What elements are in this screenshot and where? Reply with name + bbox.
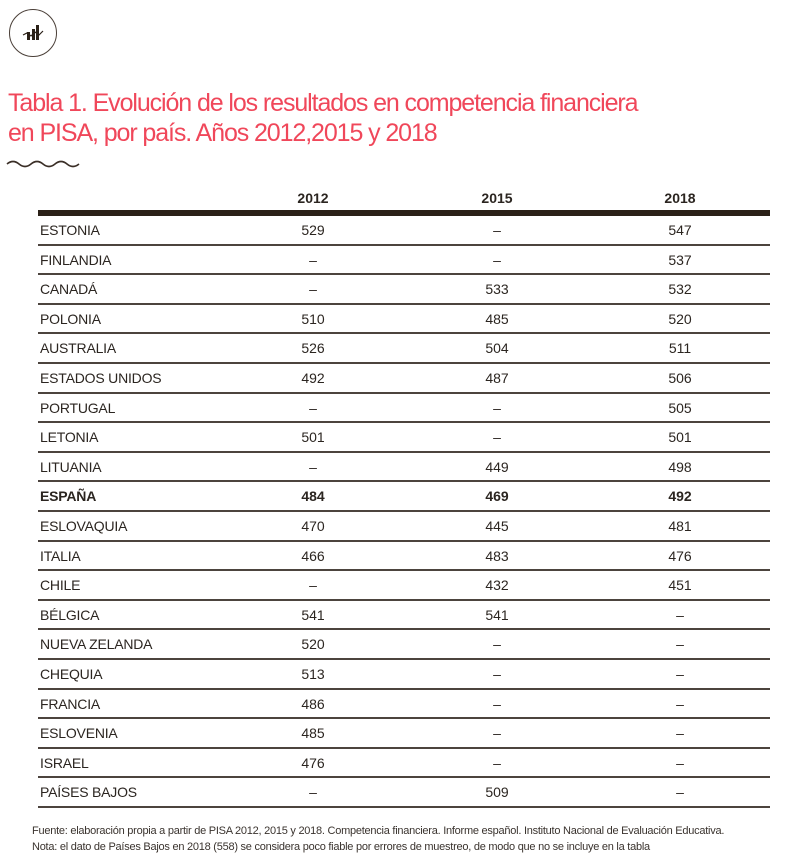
cell-2012: – (309, 281, 317, 298)
wave-divider (6, 158, 84, 170)
cell-2018: 547 (668, 222, 692, 238)
results-table (38, 186, 770, 808)
cell-2015: – (493, 399, 501, 416)
table-row (38, 601, 770, 631)
row-country: AUSTRALIA (40, 340, 116, 357)
cell-2018: 501 (668, 429, 692, 446)
table-row (38, 719, 770, 749)
table-body (38, 216, 770, 808)
table-row (38, 334, 770, 364)
cell-2015: 445 (485, 517, 509, 534)
row-country: ESTADOS UNIDOS (40, 369, 162, 386)
table-header (38, 186, 770, 210)
title-line-1: Tabla 1. Evolución de los resultados en competencia financiera (8, 89, 638, 117)
cell-2018: – (676, 695, 684, 712)
column-header-2015: 2015 (481, 190, 513, 206)
cell-2018: 476 (668, 547, 692, 564)
cell-2015: 487 (485, 369, 509, 386)
table-row (38, 690, 770, 720)
logo-badge (9, 9, 57, 57)
cell-2012: 513 (301, 665, 325, 682)
cell-2012: 529 (301, 222, 325, 238)
cell-2015: 541 (485, 606, 509, 623)
cell-2012: 484 (301, 488, 325, 505)
cell-2018: – (676, 665, 684, 682)
cell-2018: – (676, 636, 684, 653)
cell-2018: – (676, 754, 684, 771)
cell-2015: – (493, 665, 501, 682)
table-row (38, 453, 770, 483)
cell-2015: – (493, 754, 501, 771)
table-row (38, 778, 770, 808)
cell-2012: 466 (301, 547, 325, 564)
table-row (38, 749, 770, 779)
row-country: CANADÁ (40, 281, 98, 298)
cell-2015: – (493, 725, 501, 742)
cell-2015: – (493, 636, 501, 653)
cell-2012: 501 (301, 429, 325, 446)
cell-2012: 492 (301, 369, 325, 386)
cell-2015: – (493, 429, 501, 446)
cell-2012: 526 (301, 340, 325, 357)
table-row (38, 630, 770, 660)
cell-2012: – (309, 399, 317, 416)
table-row (38, 512, 770, 542)
chart-bar-line-icon (22, 22, 44, 44)
table-row (38, 394, 770, 424)
column-header-2012: 2012 (297, 190, 329, 206)
cell-2015: 504 (485, 340, 509, 357)
row-country: LETONIA (40, 429, 99, 446)
cell-2012: – (309, 784, 317, 801)
cell-2012: – (309, 577, 317, 594)
table-row (38, 571, 770, 601)
row-country: FRANCIA (40, 695, 101, 712)
row-country: NUEVA ZELANDA (40, 636, 153, 653)
row-country: ESTONIA (40, 222, 100, 238)
row-country: ISRAEL (40, 754, 89, 771)
cell-2015: 432 (485, 577, 509, 594)
cell-2012: 476 (301, 754, 325, 771)
cell-2018: 492 (668, 488, 692, 505)
table-row (38, 542, 770, 572)
cell-2018: – (676, 606, 684, 623)
cell-2015: – (493, 222, 501, 238)
title-line-2: en PISA, por país. Años 2012,2015 y 2018 (8, 119, 437, 147)
row-country: BÉLGICA (40, 606, 100, 623)
row-country: ESLOVAQUIA (40, 517, 128, 534)
row-country: LITUANIA (40, 458, 102, 475)
row-country: PORTUGAL (40, 399, 116, 416)
cell-2015: 509 (485, 784, 509, 801)
cell-2018: 506 (668, 369, 692, 386)
table-row (38, 482, 770, 512)
cell-2015: 469 (485, 488, 509, 505)
row-country: ESLOVENIA (40, 725, 118, 742)
cell-2018: – (676, 784, 684, 801)
cell-2018: 481 (668, 517, 692, 534)
cell-2018: 505 (668, 399, 692, 416)
page-title (8, 88, 768, 148)
cell-2012: 485 (301, 725, 325, 742)
cell-2012: 541 (301, 606, 325, 623)
row-country: CHILE (40, 577, 81, 594)
cell-2012: 470 (301, 517, 325, 534)
table-row (38, 423, 770, 453)
table-row (38, 364, 770, 394)
row-country: CHEQUIA (40, 665, 103, 682)
cell-2015: 483 (485, 547, 509, 564)
table-row (38, 246, 770, 276)
table-row (38, 305, 770, 335)
row-country: FINLANDIA (40, 251, 112, 268)
cell-2018: 511 (668, 340, 692, 357)
row-country: ITALIA (40, 547, 81, 564)
cell-2015: 485 (485, 310, 509, 327)
cell-2012: 510 (301, 310, 325, 327)
cell-2012: 520 (301, 636, 325, 653)
row-country: POLONIA (40, 310, 101, 327)
column-header-2018: 2018 (664, 190, 696, 206)
table-row (38, 216, 770, 246)
source-note: Fuente: elaboración propia a partir de PISA 2012, 2015 y 2018. Competencia financiera. Informe español. Instituto Nacional de Evaluación Educativa. (32, 825, 725, 837)
cell-2018: 537 (668, 251, 692, 268)
table-row (38, 660, 770, 690)
row-country: ESPAÑA (40, 488, 97, 505)
cell-2015: 533 (485, 281, 509, 298)
cell-2015: 449 (485, 458, 509, 475)
cell-2018: 520 (668, 310, 692, 327)
cell-2018: 532 (668, 281, 692, 298)
row-country: PAÍSES BAJOS (40, 784, 137, 801)
footer-notes (32, 823, 800, 855)
cell-2015: – (493, 251, 501, 268)
cell-2018: 451 (668, 577, 692, 594)
cell-2015: – (493, 695, 501, 712)
cell-2012: – (309, 251, 317, 268)
cell-2018: 498 (668, 458, 692, 475)
table-row (38, 275, 770, 305)
cell-2018: – (676, 725, 684, 742)
cell-2012: 486 (301, 695, 325, 712)
cell-2012: – (309, 458, 317, 475)
footnote: Nota: el dato de Países Bajos en 2018 (558) se considera poco fiable por errores de muestreo, de modo que no se incluye en la tabla (32, 841, 650, 853)
